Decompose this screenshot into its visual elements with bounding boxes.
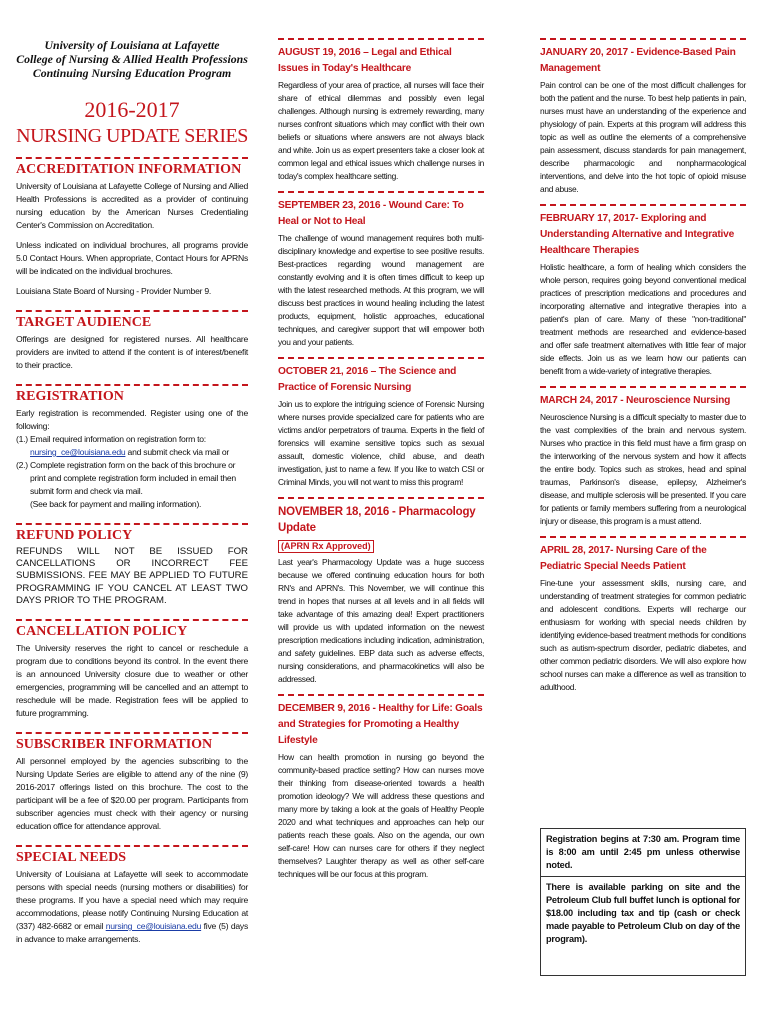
event-january-body: Pain control can be one of the most difficult challenges for both the patient and the nurse. To best help patients in pain, nurses must have an understanding of the experience and physiology of pain. Experts at this program will address this topic as well as outline the elements of a comprehensive pain assessment, discuss standards for pain management, describe pharmacologic and nonpharmacological interventions, and delve into the hot topic of opioid misuse and abuse. [540,80,746,194]
event-december-body: How can health promotion in nursing go beyond the community-based practice setting? How can nurses move their thinking from disease-oriented towards a health promotion ideology? We will address these questions and many more by taking a look at the goals of Healthy People 2020 and what techniques and approaches can help our patients reach these goals. Also on the agenda, our own self-care! How can nurses care for others if they neglect themselves? Laughter therapy as well as other self-care techniques will be our focus at this program. [278,752,484,879]
accreditation-text-1: University of Louisiana at Lafayette College of Nursing and Allied Health Professions is accredited as a provider of continuing nursing education by the American Nurses Credentialing Center's Commission on Accreditation. [16,181,248,230]
event-december-title: DECEMBER 9, 2016 - Healthy for Life: Goals and Strategies for Promoting a Healthy Lifestyle [278,703,483,746]
registration-option-1: (1.) Email required information on registration form to: [16,434,206,444]
event-october-title: OCTOBER 21, 2016 – The Science and Practice of Forensic Nursing [278,366,457,393]
target-audience-heading: TARGET AUDIENCE [16,310,248,330]
event-march-title: MARCH 24, 2017 - Neuroscience Nursing [540,395,731,406]
accreditation-text-2: Unless indicated on individual brochures, all programs provide 5.0 Contact Hours. When appropriate, Contact Hours for APRNs will be indicated on the individual brochures. [16,240,248,276]
divider [540,536,746,538]
left-column [16,38,248,946]
college-name: College of Nursing & Allied Health Professions [16,52,248,66]
registration-option-1-email: nursing_ce@louisiana.edu and submit check via mail or [30,447,229,457]
event-november-badge-wrap [278,536,484,554]
event-august-title: AUGUST 19, 2016 – Legal and Ethical Issues in Today's Healthcare [278,47,452,74]
refund-policy-heading: REFUND POLICY [16,523,248,543]
event-november-title: NOVEMBER 18, 2016 - Pharmacology Update [278,506,476,534]
refund-policy-text: REFUNDS WILL NOT BE ISSUED FOR CANCELLATIONS OR INCORRECT FEE SUBMISSIONS. FEE MAY BE APPLIED TO FUTURE PROGRAMMING IF YOU CANCEL AT LEAST TWO DAYS PRIOR TO THE PROGRAM. [16,546,248,606]
divider [278,357,484,359]
event-september-body: The challenge of wound management requires both multi-disciplinary knowledge and expertise to see positive results. Best-practices regarding wound management are constantly evolving and it is often times difficult to keep up with the latest researched methods. At this program, we will discuss best practices in wound healing including the latest products, equipment, holistic approaches, educational techniques, and caregiver support that will empower both you and your patients. [278,233,484,347]
event-august-body: Regardless of your area of practice, all nurses will face their share of ethical dilemmas and possibly even legal challenges. Although nursing is extremely rewarding, many nurses confront situations which may conflict with their own beliefs or situations where answers are not always black and white. Join us as expert presenters take a closer look at common legal and ethical issues which challenge nurses in today's complex healthcare setting. [278,80,484,181]
special-needs-email-link[interactable]: nursing_ce@louisiana.edu [105,921,202,932]
cancellation-policy-heading: CANCELLATION POLICY [16,619,248,639]
program-info-box [540,828,746,976]
program-time-text: Registration begins at 7:30 am. Program time is 8:00 am until 2:45 pm unless otherwise noted. [546,834,740,870]
special-needs-heading: SPECIAL NEEDS [16,845,248,865]
special-needs-text: University of Louisiana at Lafayette will seek to accommodate persons with special needs (nursing mothers or disabilities) for these programs. If you have a special need which may require accommodations, please notify Continuing Nursing Education at (337) 482-6682 or email nursing_ce@louisiana.edu five (5) days in advance to make arrangements. [16,869,249,945]
middle-column [278,38,484,881]
event-january-title: JANUARY 20, 2017 - Evidence-Based Pain Management [540,47,736,74]
university-name: University of Louisiana at Lafayette [44,38,220,52]
subscriber-info-text: All personnel employed by the agencies subscribing to the Nursing Update Series are eligible to attend any of the nine (9) 2016-2017 offerings listed on this brochure. The cost to the participant will be a fee of $20.00 per program. Participants from subscriber agencies must check with their agency or nursing education office for attendance approval. [16,756,248,832]
program-name: Continuing Nursing Education Program [32,66,232,80]
event-september-title: SEPTEMBER 23, 2016 - Wound Care: To Heal or Not to Heal [278,200,464,227]
info-box-divider [541,876,745,877]
registration-email-link[interactable]: nursing_ce@louisiana.edu [30,447,126,457]
target-audience-text: Offerings are designed for registered nurses. All healthcare providers are invited to attend if the content is of interest/benefit to their practice. [16,334,248,370]
divider [540,204,746,206]
divider [540,386,746,388]
right-column [540,38,746,694]
series-year: 2016-2017 [84,97,180,122]
divider [278,38,484,40]
event-october-body: Join us to explore the intriguing science of Forensic Nursing where nurses provide specialized care for patients who are victims and/or perpetrators of trauma. Experts in the field of forensics will examine sensitive topics such as sexual assault, domestic violence, child abuse, and death investigation, just to name a few. If you like to watch CSI or Criminal Minds, you will not want to miss this program! [278,399,484,487]
aprn-approved-badge: (APRN Rx Approved) [278,540,374,553]
registration-heading: REGISTRATION [16,384,248,404]
event-april-title: APRIL 28, 2017- Nursing Care of the Pediatric Special Needs Patient [540,545,707,572]
institution-header [16,38,248,80]
accreditation-heading: ACCREDITATION INFORMATION [16,157,248,177]
event-february-title: FEBRUARY 17, 2017- Exploring and Understanding Alternative and Integrative Healthcare Therapies [540,213,735,256]
divider [278,497,484,499]
event-november-body: Last year's Pharmacology Update was a huge success because we offered continuing education hours for both RN's and APRN's. This November, we will continue this trend in hopes that nurses at all levels and in all fields will take advantage of this amazing deal! Expert practitioners will provide us with updated information on the newest prescription medications including indication, administration, and safety guidelines. EBP data such as adverse effects, nursing considerations, and pharmacokinetics will also be addressed. [278,557,484,684]
accreditation-text-3: Louisiana State Board of Nursing - Provider Number 9. [16,286,212,296]
divider [278,694,484,696]
event-april-body: Fine-tune your assessment skills, nursing care, and understanding of treatment strategies for common pediatric and adolescent conditions. Experts will recharge our enthusiasm for working with special needs children by identifying evidence-based treatment methods for conditions such as autism-spectrum disorder, pediatric diabetes, and other common pediatric disorders. We will also explore how school nurses can make a difference as well as transition to adulthood. [540,578,746,692]
divider [540,38,746,40]
registration-option-2: (2.) Complete registration form on the back of this brochure or [16,460,236,470]
divider [278,191,484,193]
event-march-body: Neuroscience Nursing is a difficult specialty to master due to the vast complexities of the brain and nervous system. Nurses who practice in this field must have a firm grasp on the interworking of the nervous system and how it affects the entire body. Topics such as strokes, head and spinal traumas, Parkinson's disease, epilepsy, Alzheimer's disease, and multiple sclerosis will be presented. If you care for patients or family members suffering from a neurological injury or disease, this program is a must attend. [540,412,746,526]
event-february-body: Holistic healthcare, a form of healing which considers the whole person, requires going beyond conventional medical practices of prescription medications and procedures and incorporating alternative and integrative therapies into a patient's plan of care. Many of these "non-traditional" treatment methods are researched and evidence-based and offer safe treatment alternatives with little fear of major side effects. Join us as we learn how our patients can benefit from a wide-variety of integrative therapies. [540,262,746,376]
cancellation-policy-text: The University reserves the right to cancel or reschedule a program due to conditions beyond its control. In the event there is an announced University closure due to weather or other emergencies, programming will be cancelled and an attempt to reschedule will be made. Registration fees will be applied to future programming. [16,643,248,719]
registration-text: Early registration is recommended. Register using one of the following: (1.) Email required information on registration form to: nursing_ce@louisiana.edu and submit check via mail or (2.) Complete registration form on the back of this brochure or print and complete registration form included in email then submit form and check via mail. (See back for payment and mailing information). [16,408,248,509]
registration-intro: Early registration is recommended. Register using one of the following: [16,408,248,431]
registration-note: (See back for payment and mailing information). [30,499,202,509]
parking-lunch-text: There is available parking on site and the Petroleum Club full buffet lunch is optional for $18.00 including tax and tip (cash or check made payable to Petroleum Club on day of the program). [546,882,740,944]
series-title: NURSING UPDATE SERIES [16,125,248,147]
subscriber-info-heading: SUBSCRIBER INFORMATION [16,732,248,752]
